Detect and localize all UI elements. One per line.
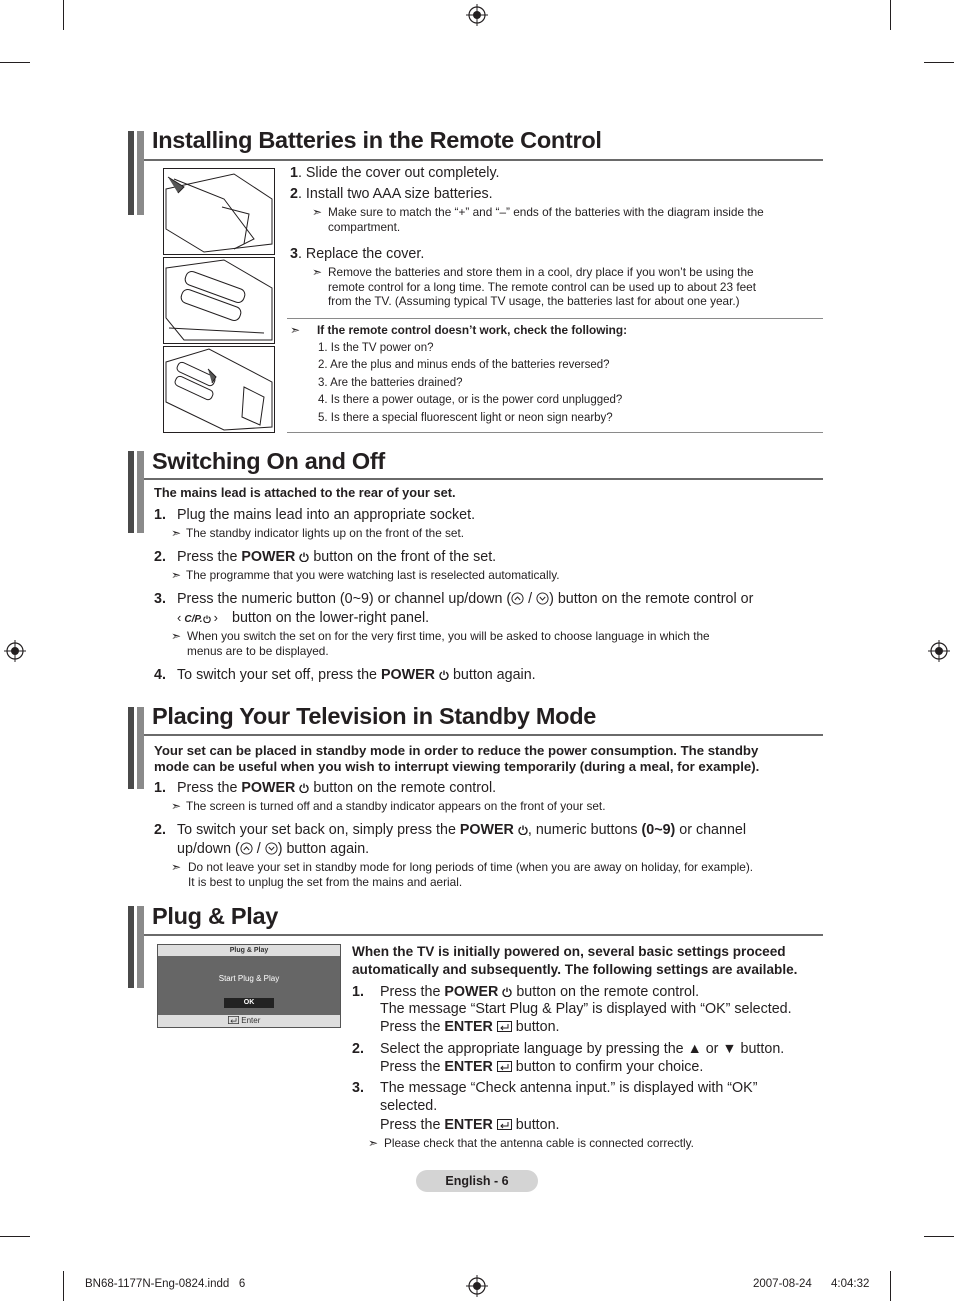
check-list [318, 341, 622, 428]
enter-label: ENTER [444, 1117, 493, 1133]
remote-batteries-image [163, 257, 275, 344]
plug-step-1-line-2: The message “Start Plug & Play” is displayed with “OK” selected. [380, 1001, 792, 1017]
batteries-step-2: . Install two AAA size batteries. [297, 186, 493, 202]
power-label: POWER [459, 822, 514, 838]
step-number: 3. [154, 591, 166, 607]
cp-button-label: C/P. [184, 614, 203, 625]
section-marker [128, 906, 144, 988]
channel-up-icon [511, 592, 524, 605]
list-item: 5. Is there a special fluorescent light or neon sign nearby? [318, 411, 613, 424]
note-arrow-icon: ➣ [312, 265, 322, 279]
crop-mark [63, 0, 64, 30]
power-label: POWER [241, 549, 296, 565]
remote-slide-cover-icon [164, 169, 274, 254]
step-number: 1. [154, 780, 166, 796]
list-item: 4. Is there a power outage, or is the power cord unplugged? [318, 394, 623, 407]
power-icon [439, 670, 449, 680]
crop-mark [63, 1271, 64, 1301]
batteries-step-2-note: compartment. [328, 220, 401, 234]
plug-step-3: The message “Check antenna input.” is displayed with “OK” [380, 1080, 758, 1096]
step-number: 3. [352, 1080, 364, 1096]
crop-mark [0, 62, 30, 63]
standby-step-1: button on the remote control. [309, 780, 497, 796]
registration-mark-icon [466, 4, 488, 26]
batteries-step-3: . Replace the cover. [297, 246, 425, 262]
screen-enter-label: Enter [241, 1016, 261, 1025]
step-number: 1. [352, 984, 364, 1000]
section-marker [128, 131, 144, 215]
screen-header: Plug & Play [158, 945, 340, 956]
note-arrow-icon: ➣ [171, 629, 181, 643]
switching-step-4: To switch your set off, press the [177, 667, 381, 683]
enter-label: ENTER [444, 1059, 493, 1075]
battery-compartment-icon [164, 258, 274, 343]
section-title-batteries: Installing Batteries in the Remote Control [152, 127, 602, 153]
step-number: 2. [154, 549, 166, 565]
plug-play-screen [157, 944, 341, 1028]
remote-replace-cover-image [163, 346, 275, 433]
switching-step-3-cont: button on the lower-right panel. [232, 610, 430, 626]
standby-step-2-note: Do not leave your set in standby mode for long periods of time (when you are away on holiday, for example). [188, 860, 754, 874]
plug-step-1: button on the remote control. [512, 984, 700, 1000]
note-arrow-icon: ➣ [368, 1136, 378, 1150]
plug-intro: When the TV is initially powered on, several basic settings proceed [352, 944, 786, 959]
note-arrow-icon: ➣ [171, 860, 181, 874]
note-arrow-icon: ➣ [171, 526, 181, 540]
divider [287, 318, 823, 319]
section-title-plug-play: Plug & Play [152, 903, 278, 929]
batteries-step-3-note: from the TV. (Assuming typical TV usage, the batteries last for about one year.) [328, 294, 740, 308]
registration-mark-icon [928, 640, 950, 662]
enter-icon [497, 1119, 512, 1130]
crop-mark [924, 62, 954, 63]
chevron-right-icon: › [213, 610, 218, 625]
plug-step-3-note: Please check that the antenna cable is connected correctly. [384, 1136, 694, 1150]
switching-step-1: Plug the mains lead into an appropriate socket. [177, 507, 476, 523]
batteries-step-3-note: Remove the batteries and store them in a cool, dry place if you won’t be using the [328, 265, 754, 279]
enter-icon [497, 1061, 512, 1072]
enter-label: ENTER [444, 1019, 493, 1035]
enter-icon [228, 1016, 239, 1024]
standby-step-2: To switch your set back on, simply press the [177, 822, 460, 838]
divider [287, 432, 823, 433]
batteries-step-3-note: remote control for a long time. The remote control can be used up to about 23 feet [328, 280, 757, 294]
section-marker [128, 451, 144, 533]
switching-step-2: button on the front of the set. [309, 549, 497, 565]
panel-buttons [177, 611, 218, 627]
standby-step-1-note: The screen is turned off and a standby indicator appears on the front of your set. [186, 799, 606, 813]
power-label: POWER [444, 984, 499, 1000]
standby-intro: mode can be useful when you wish to interrupt viewing temporarily (during a meal, for example). [154, 759, 760, 774]
check-title: If the remote control doesn’t work, check the following: [317, 323, 628, 337]
section-rule [144, 159, 823, 161]
step-number: 3 [290, 246, 298, 262]
enter-icon [497, 1021, 512, 1032]
remote-cover-image [163, 168, 275, 255]
registration-mark-icon [4, 640, 26, 662]
list-item: 2. Are the plus and minus ends of the batteries reversed? [318, 359, 610, 372]
batteries-step-1: . Slide the cover out completely. [297, 165, 500, 181]
step-number: 1 [290, 165, 298, 181]
channel-up-icon [240, 842, 253, 855]
standby-intro: Your set can be placed in standby mode in order to reduce the power consumption. The standby [154, 743, 759, 758]
power-label: POWER [380, 667, 435, 683]
switching-step-2-note: The programme that you were watching last is reselected automatically. [186, 568, 560, 582]
note-arrow-icon: ➣ [171, 799, 181, 813]
switching-step-1-note: The standby indicator lights up on the front of the set. [186, 526, 465, 540]
screen-ok-button[interactable]: OK [224, 998, 274, 1008]
channel-down-icon [536, 592, 549, 605]
note-arrow-icon: ➣ [290, 323, 300, 337]
timestamp: 2007-08-24 4:04:32 [753, 1278, 870, 1290]
crop-mark [890, 0, 891, 30]
power-icon [203, 615, 211, 623]
section-rule [144, 934, 823, 936]
power-icon [299, 783, 309, 793]
section-rule [144, 478, 823, 480]
remote-replace-cover-icon [164, 347, 274, 432]
switching-step-3-note: When you switch the set on for the very first time, you will be asked to choose language in which the [187, 629, 710, 643]
screen-message: Start Plug & Play [218, 974, 280, 983]
note-arrow-icon: ➣ [171, 568, 181, 582]
crop-mark [0, 1236, 30, 1237]
power-icon [518, 825, 528, 835]
page-number-badge: English - 6 [416, 1170, 538, 1192]
step-number: 1. [154, 507, 166, 523]
section-title-switching: Switching On and Off [152, 448, 385, 474]
standby-step-2-note: It is best to unplug the set from the mains and aerial. [188, 875, 463, 889]
step-number: 2. [154, 822, 166, 838]
switching-step-3: Press the numeric button (0~9) or channel up/down ( [177, 591, 512, 607]
plug-step-3-line-2: selected. [380, 1098, 438, 1114]
crop-mark [890, 1271, 891, 1301]
crop-mark [924, 1236, 954, 1237]
list-item: 1. Is the TV power on? [318, 342, 434, 354]
switching-step-3-note: menus are to be displayed. [187, 644, 329, 658]
chevron-left-icon: ‹ [177, 610, 182, 625]
channel-down-icon [265, 842, 278, 855]
power-icon [299, 552, 309, 562]
file-name: BN68-1177N-Eng-0824.indd 6 [85, 1278, 246, 1290]
list-item: 3. Are the batteries drained? [318, 376, 463, 389]
power-label: POWER [241, 780, 296, 796]
registration-mark-icon [466, 1275, 488, 1297]
switching-intro: The mains lead is attached to the rear of your set. [154, 485, 456, 500]
section-rule [144, 734, 823, 736]
section-title-standby: Placing Your Television in Standby Mode [152, 703, 597, 729]
step-number: 2 [290, 186, 298, 202]
section-marker [128, 707, 144, 789]
power-icon [502, 987, 512, 997]
step-number: 2. [352, 1041, 364, 1057]
note-arrow-icon: ➣ [312, 205, 322, 219]
step-number: 4. [154, 667, 166, 683]
plug-intro: automatically and subsequently. The following settings are available. [352, 962, 798, 977]
batteries-step-2-note: Make sure to match the “+” and “–” ends of the batteries with the diagram inside the [328, 205, 764, 219]
plug-step-2: Select the appropriate language by pressing the ▲ or ▼ button. [380, 1041, 785, 1057]
